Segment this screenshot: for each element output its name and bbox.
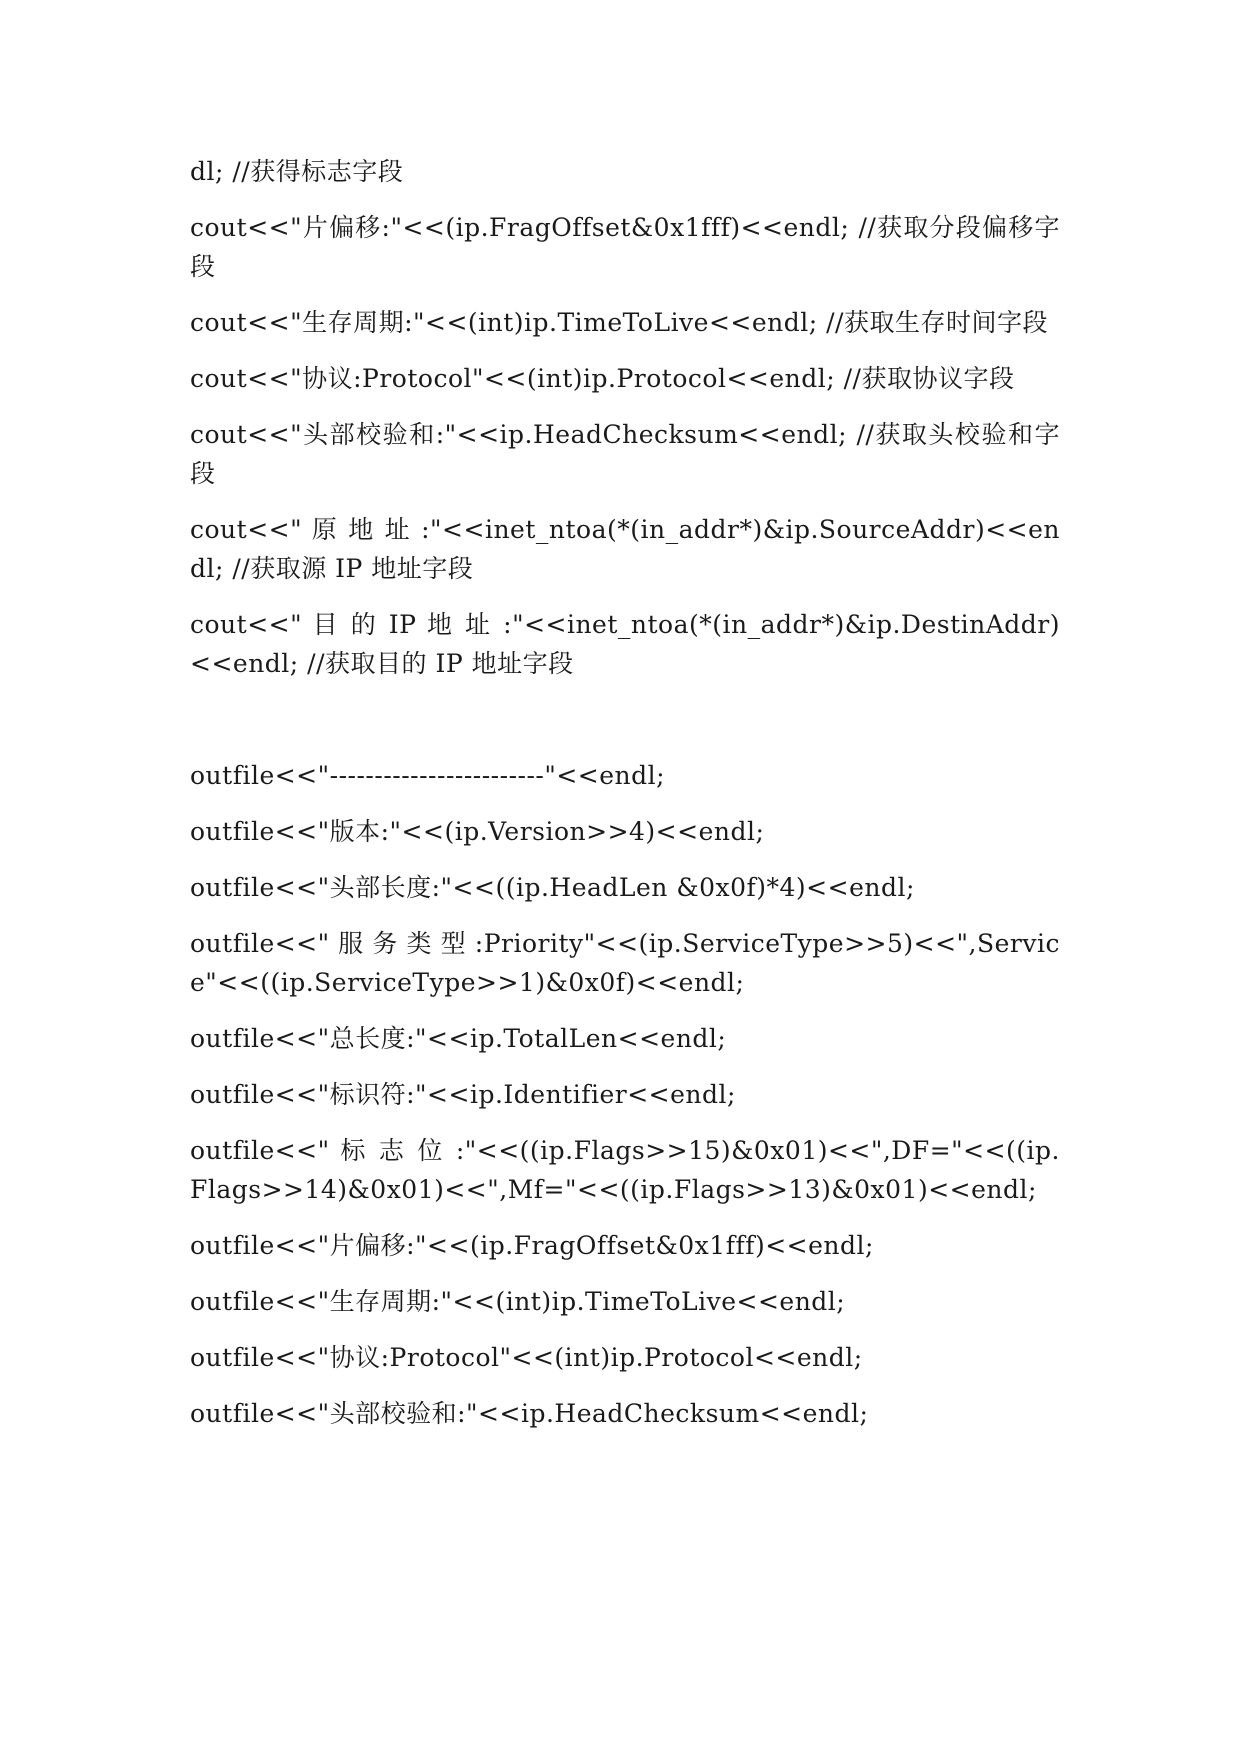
code-line: cout<<"协议:Protocol"<<(int)ip.Protocol<<endl; //获取协议字段 [190, 364, 1015, 393]
code-line: outfile<<"头部校验和:"<<ip.HeadChecksum<<endl; [190, 1399, 869, 1428]
code-line: cout<<" 目 的 IP 地 址 :"<<inet_ntoa(*(in_addr*)&ip.DestinAddr)<<endl; //获取目的 IP 地址字段 [190, 610, 1060, 678]
code-line: dl; //获得标志字段 [190, 157, 404, 186]
code-line: outfile<<"片偏移:"<<(ip.FragOffset&0x1fff)<<endl; [190, 1231, 874, 1260]
blank-line [190, 700, 1060, 739]
code-line: outfile<<"协议:Protocol"<<(int)ip.Protocol<<endl; [190, 1343, 863, 1372]
code-line: outfile<<"------------------------"<<endl; [190, 761, 666, 790]
code-line: outfile<<"头部长度:"<<((ip.HeadLen &0x0f)*4)<<endl; [190, 873, 915, 902]
code-line: cout<<" 原 地 址 :"<<inet_ntoa(*(in_addr*)&ip.SourceAddr)<<endl; //获取源 IP 地址字段 [190, 515, 1060, 583]
code-line: outfile<<" 服 务 类 型 :Priority"<<(ip.ServiceType>>5)<<",Service"<<((ip.ServiceType>>1)&0x0f)<<endl; [190, 929, 1060, 997]
code-line: outfile<<"标识符:"<<ip.Identifier<<endl; [190, 1080, 736, 1109]
code-line: outfile<<"版本:"<<(ip.Version>>4)<<endl; [190, 817, 765, 846]
code-line: cout<<"片偏移:"<<(ip.FragOffset&0x1fff)<<endl; //获取分段偏移字段 [190, 213, 1060, 281]
code-line: outfile<<"总长度:"<<ip.TotalLen<<endl; [190, 1024, 727, 1053]
code-line: outfile<<" 标 志 位 :"<<((ip.Flags>>15)&0x01)<<",DF="<<((ip.Flags>>14)&0x01)<<",Mf="<<((ip.Flags>>13)&0x01)<<endl; [190, 1136, 1060, 1204]
code-line: cout<<"生存周期:"<<(int)ip.TimeToLive<<endl; //获取生存时间字段 [190, 308, 1048, 337]
code-listing [190, 152, 1060, 1450]
code-line: cout<<"头部校验和:"<<ip.HeadChecksum<<endl; //获取头校验和字段 [190, 420, 1060, 488]
code-line: outfile<<"生存周期:"<<(int)ip.TimeToLive<<endl; [190, 1287, 846, 1316]
